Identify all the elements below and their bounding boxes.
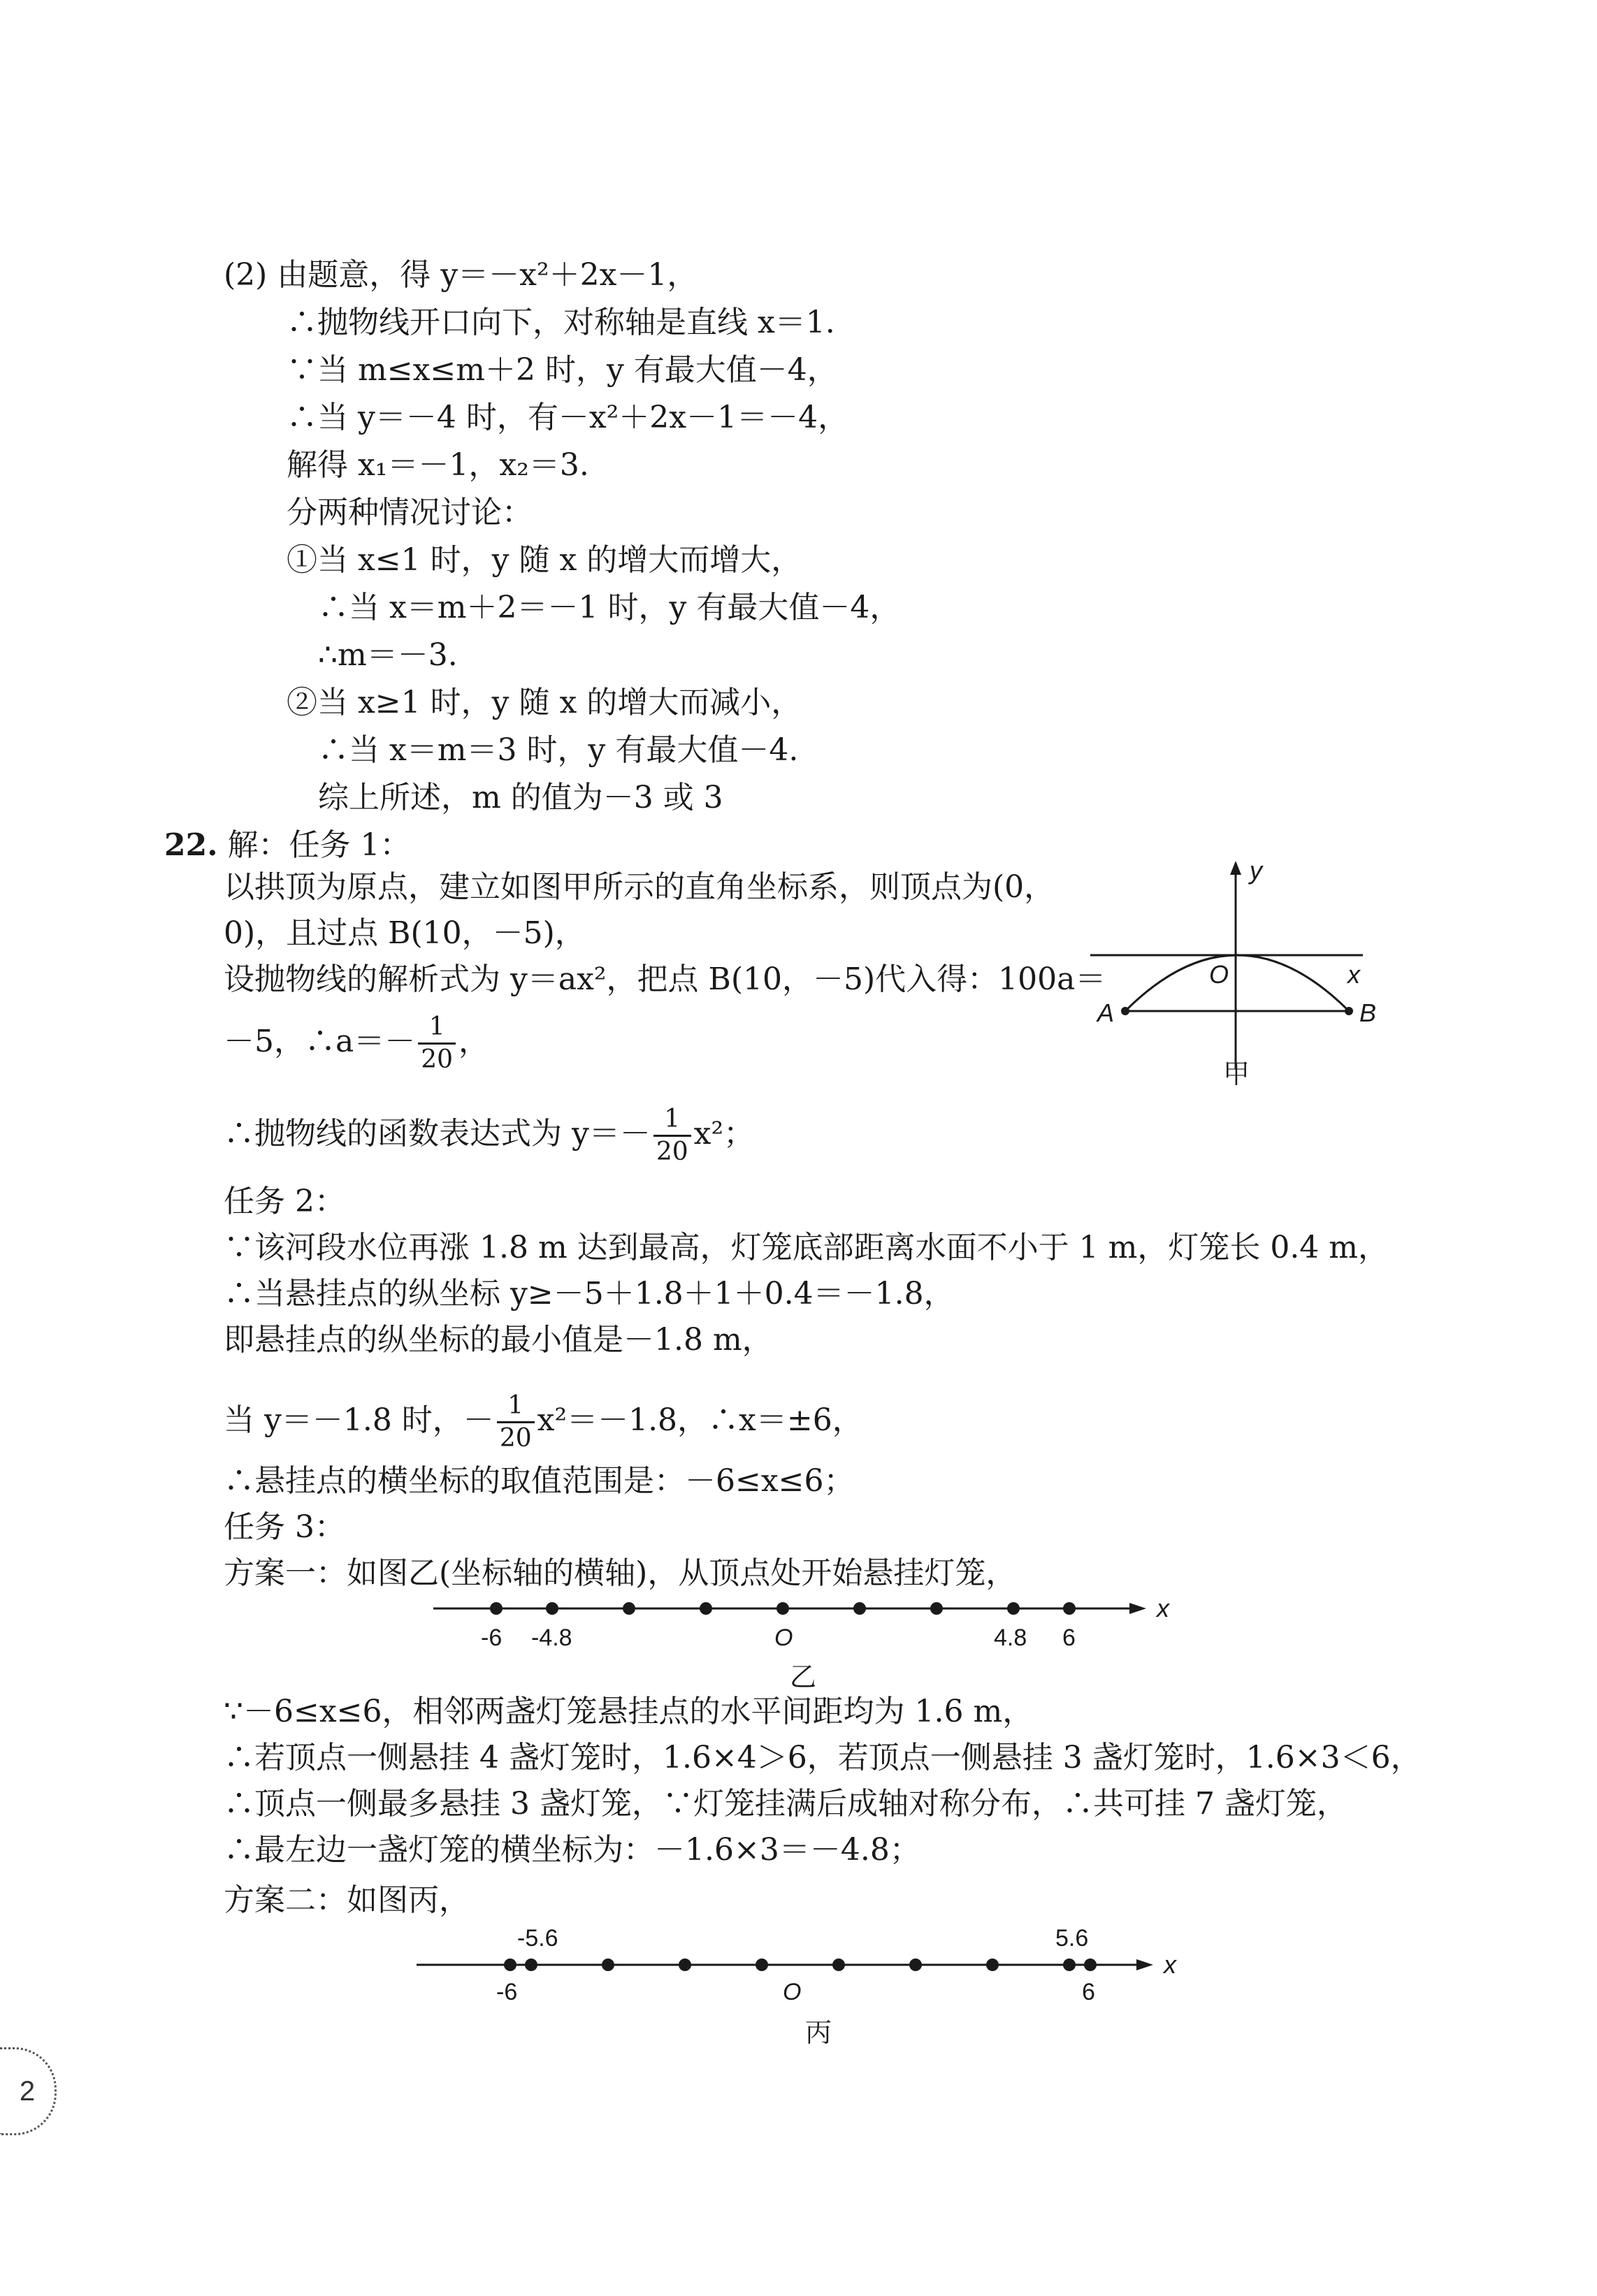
bing-caption: 丙	[805, 2019, 832, 2047]
t1-line-e: ∴抛物线的函数表达式为 y＝－ $\frac{1}{20}$ x²；	[224, 1105, 755, 1166]
yi-origin-label: O	[774, 1625, 793, 1651]
t2-line-d: 当 y＝－1.8 时，－ $\frac{1}{20}$ x²＝－1.8，∴x＝±6，	[224, 1391, 863, 1453]
jia-x-label: x	[1347, 960, 1360, 989]
jia-caption: 甲	[1223, 1060, 1250, 1089]
figure-yi	[419, 1593, 1202, 1698]
p2-line-11: ∴当 x＝m＝3 时，y 有最大值－4.	[318, 732, 799, 768]
q22-header	[164, 824, 411, 866]
task2-title: 任务 2：	[224, 1184, 345, 1219]
yi-x-label: x	[1157, 1594, 1169, 1622]
t2-line-a: ∵该河段水位再涨 1.8 m 达到最高，灯笼底部距离水面不小于 1 m，灯笼长 0.4 m，	[224, 1230, 1389, 1265]
t2-line-b: ∴当悬挂点的纵坐标 y≥－5＋1.8＋1＋0.4＝－1.8，	[224, 1276, 955, 1312]
t2-line-e: ∴悬挂点的横坐标的取值范围是：－6≤x≤6；	[224, 1463, 855, 1499]
plan1-title: 方案一：如图乙(坐标轴的横轴)，从顶点处开始悬挂灯笼，	[224, 1555, 1017, 1591]
p2-line-6: 分两种情况讨论：	[287, 495, 533, 530]
p2-line-3: ∵当 m≤x≤m＋2 时，y 有最大值－4，	[287, 352, 838, 388]
p1-line-d: ∴最左边一盏灯笼的横坐标为：－1.6×3＝－4.8；	[224, 1832, 920, 1868]
figure-jia	[1076, 859, 1412, 1111]
jia-point-a: A	[1097, 998, 1115, 1027]
p1-line-b: ∴若顶点一侧悬挂 4 盏灯笼时，1.6×4＞6，若顶点一侧悬挂 3 盏灯笼时，1.6×3＜6，	[224, 1740, 1422, 1775]
plan2-title: 方案二：如图丙，	[224, 1882, 470, 1918]
bing-label-56: 5.6	[1055, 1925, 1089, 1952]
task3-title: 任务 3：	[224, 1509, 345, 1545]
t1-line-d: －5，∴a＝－ $\frac{1}{20}$ ，	[224, 1012, 490, 1074]
t1-line-c: 设抛物线的解析式为 y＝ax²，把点 B(10，－5)代入得：100a＝	[224, 961, 1106, 997]
q22-head: 解：任务 1：	[227, 827, 411, 863]
p1-line-a: ∵－6≤x≤6，相邻两盏灯笼悬挂点的水平间距均为 1.6 m，	[224, 1694, 1034, 1729]
yi-caption: 乙	[790, 1663, 817, 1692]
p2-line-7: ①当 x≤1 时，y 随 x 的增大而增大，	[287, 542, 802, 578]
p2-line-8: ∴当 x＝m＋2＝－1 时，y 有最大值－4，	[318, 590, 901, 625]
jia-y-label: y	[1250, 859, 1262, 885]
jia-point-b: B	[1359, 998, 1377, 1027]
bing-x-label: x	[1164, 1950, 1176, 1979]
t1-line-a: 以拱顶为原点，建立如图甲所示的直角坐标系，则顶点为(0，	[224, 869, 1055, 905]
yi-label-6: 6	[1062, 1625, 1076, 1651]
jia-origin-label: O	[1209, 960, 1229, 989]
yi-label-48: 4.8	[994, 1625, 1027, 1651]
p2-line-9: ∴m＝－3.	[318, 637, 458, 673]
bing-label-6: 6	[1082, 1979, 1095, 2005]
t1-line-b: 0)，且过点 B(10，－5)，	[224, 915, 586, 951]
p2-line-10: ②当 x≥1 时，y 随 x 的增大而减小，	[287, 685, 802, 720]
p2-line-4: ∴当 y＝－4 时，有－x²＋2x－1＝－4，	[287, 400, 849, 435]
yi-label-neg48: -4.8	[531, 1625, 572, 1651]
bing-origin-label: O	[783, 1979, 802, 2005]
bing-label-neg6: -6	[496, 1979, 518, 2005]
q22-number: 22.	[164, 827, 218, 863]
p1-line-c: ∴顶点一侧最多悬挂 3 盏灯笼，∵灯笼挂满后成轴对称分布，∴共可挂 7 盏灯笼，	[224, 1786, 1347, 1822]
figure-bing	[405, 1921, 1216, 2047]
bing-label-neg56: -5.6	[517, 1925, 558, 1952]
page-number: 2	[0, 2047, 57, 2135]
fraction-1-20: $\frac{1}{20}$	[497, 1390, 535, 1454]
t2-line-c: 即悬挂点的纵坐标的最小值是－1.8 m，	[224, 1322, 773, 1358]
p2-line-2: ∴抛物线开口向下，对称轴是直线 x＝1.	[287, 305, 835, 340]
yi-label-neg6: -6	[481, 1625, 503, 1651]
p2-line-12: 综上所述，m 的值为－3 或 3	[318, 780, 723, 815]
p2-line-1: (2) 由题意，得 y＝－x²＋2x－1，	[224, 257, 698, 293]
fraction-1-20: $\frac{1}{20}$	[418, 1012, 456, 1075]
fraction-1-20: $\frac{1}{20}$	[653, 1104, 691, 1168]
p2-line-5: 解得 x₁＝－1，x₂＝3.	[287, 447, 589, 483]
